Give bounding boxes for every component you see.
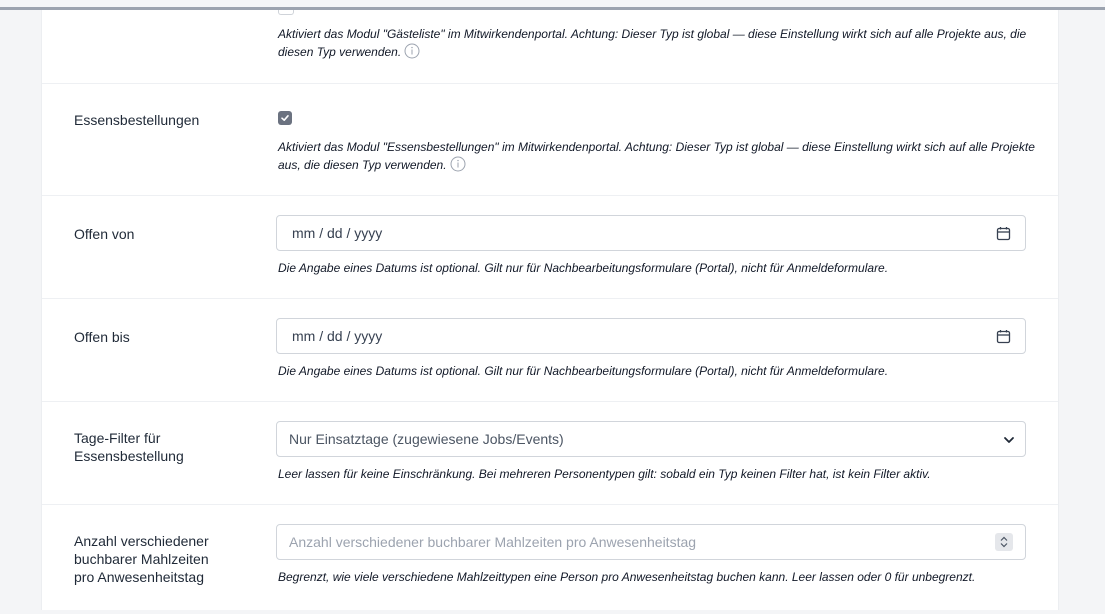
offen-von-date-input[interactable] bbox=[276, 215, 1026, 251]
essensbestellungen-help: Aktiviert das Modul "Essensbestellungen" im Mitwirkendenportal. Achtung: Dieser Typ ist global — diese Einstellung wirkt sich auf alle Projekte aus, die diesen Typ verwenden. bbox=[278, 140, 1035, 172]
gaesteliste-checkbox[interactable] bbox=[278, 10, 294, 15]
offen-bis-value: mm / dd / yyyy bbox=[292, 328, 383, 344]
chevron-down-icon bbox=[1003, 434, 1015, 446]
anzahl-mahlzeiten-help: Begrenzt, wie viele verschiedene Mahlzeittypen eine Person pro Anwesenheitstag buchen kann. Leer lassen oder 0 für unbegrenzt. bbox=[278, 570, 976, 584]
offen-von-help: Die Angabe eines Datums ist optional. Gilt nur für Nachbearbeitungsformulare (Portal), nicht für Anmeldeformulare. bbox=[278, 261, 889, 275]
number-stepper[interactable] bbox=[995, 533, 1013, 551]
anzahl-mahlzeiten-number-input[interactable] bbox=[276, 524, 1026, 560]
row-gaesteliste bbox=[42, 0, 1058, 84]
offen-bis-help: Die Angabe eines Datums ist optional. Gilt nur für Nachbearbeitungsformulare (Portal), nicht für Anmeldeformulare. bbox=[278, 364, 889, 378]
stepper-arrows-icon bbox=[998, 535, 1010, 549]
tage-filter-help: Leer lassen für keine Einschränkung. Bei mehreren Personentypen gilt: sobald ein Typ keinen Filter hat, ist kein Filter aktiv. bbox=[278, 467, 931, 481]
gaesteliste-help: Aktiviert das Modul "Gästeliste" im Mitwirkendenportal. Achtung: Dieser Typ ist global — diese Einstellung wirkt sich auf alle Projekte aus, die diesen Typ verwenden. bbox=[278, 27, 1027, 59]
info-icon[interactable] bbox=[404, 43, 420, 59]
row-offen-bis bbox=[42, 298, 1058, 402]
offen-von-label: Offen von bbox=[74, 226, 135, 242]
calendar-icon[interactable] bbox=[996, 329, 1011, 344]
settings-card bbox=[41, 10, 1059, 610]
anzahl-mahlzeiten-label: Anzahl verschiedener buchbarer Mahlzeiten pro Anwesenheitstag bbox=[74, 533, 209, 585]
tage-filter-selected-value: Nur Einsatztage (zugewiesene Jobs/Events) bbox=[289, 431, 564, 447]
row-essensbestellungen bbox=[42, 83, 1058, 196]
info-icon[interactable] bbox=[450, 156, 466, 172]
calendar-icon[interactable] bbox=[996, 226, 1011, 241]
check-icon bbox=[280, 113, 290, 123]
row-tage-filter bbox=[42, 401, 1058, 505]
tage-filter-select[interactable] bbox=[276, 421, 1026, 457]
offen-von-value: mm / dd / yyyy bbox=[292, 225, 383, 241]
row-anzahl-mahlzeiten bbox=[42, 504, 1058, 614]
anzahl-mahlzeiten-placeholder: Anzahl verschiedener buchbarer Mahlzeiten pro Anwesenheitstag bbox=[289, 534, 697, 550]
essensbestellungen-label: Essensbestellungen bbox=[74, 112, 200, 128]
offen-bis-label: Offen bis bbox=[74, 329, 130, 345]
essensbestellungen-checkbox[interactable] bbox=[278, 111, 292, 125]
row-offen-von bbox=[42, 195, 1058, 299]
offen-bis-date-input[interactable] bbox=[276, 318, 1026, 354]
tage-filter-label: Tage-Filter für Essensbestellung bbox=[74, 430, 184, 464]
